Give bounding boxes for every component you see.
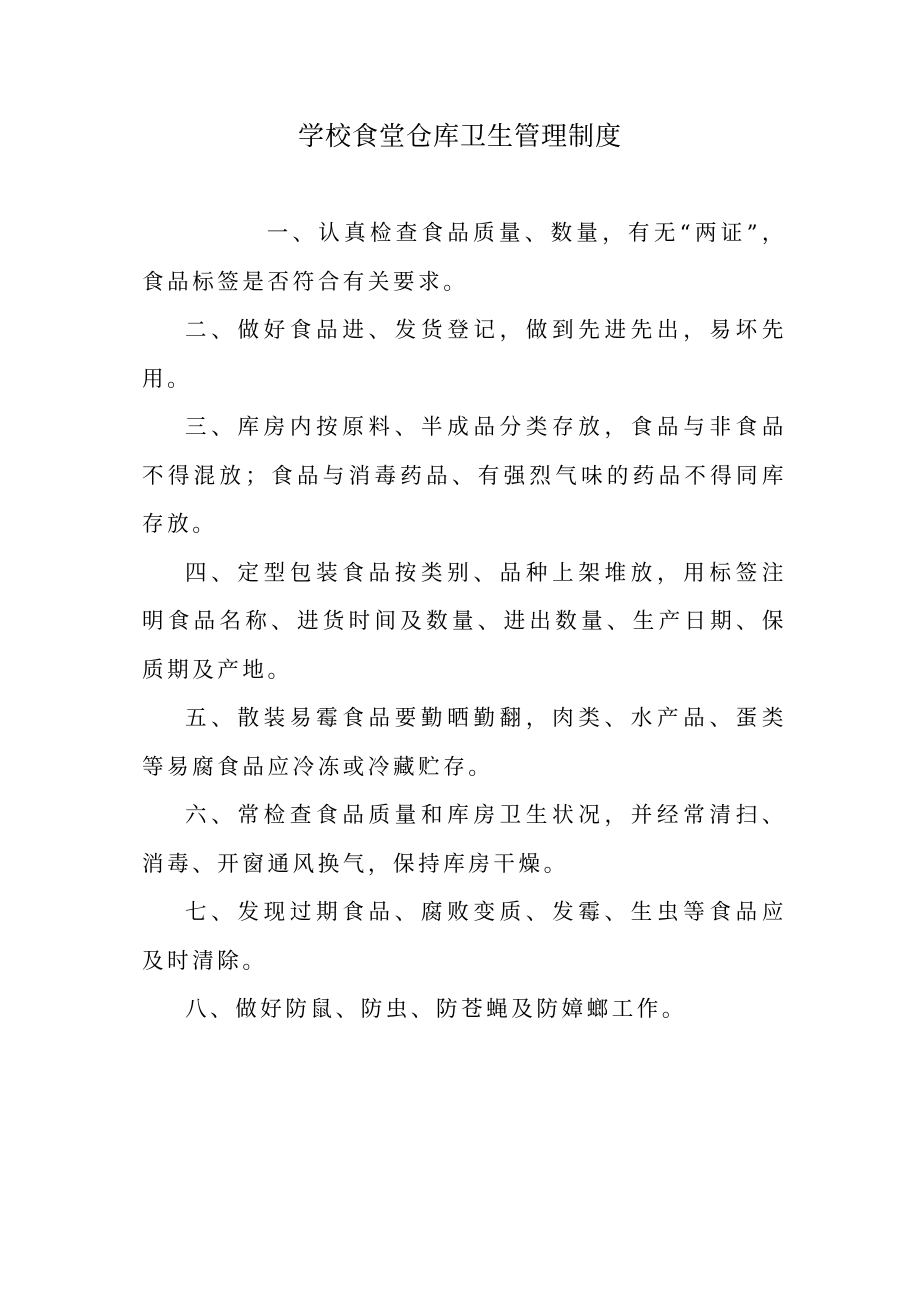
paragraph-7: 七、发现过期食品、腐败变质、发霉、生虫等食品应及时清除。: [142, 900, 787, 974]
paragraph-4: 四、定型包装食品按类别、品种上架堆放，用标签注明食品名称、进货时间及数量、进出数量、生产日期、保质期及产地。: [142, 560, 787, 683]
document-title: 学校食堂仓库卫生管理制度: [297, 122, 622, 152]
document-body: [142, 210, 787, 1035]
paragraph-1: 一、认真检查食品质量、数量，有无“两证”，食品标签是否符合有关要求。: [142, 221, 787, 295]
paragraph-3: 三、库房内按原料、半成品分类存放，食品与非食品不得混放；食品与消毒药品、有强烈气味的药品不得同库存放。: [142, 415, 787, 537]
paragraph-8: 八、做好防鼠、防虫、防苍蝇及防嫜螂工作。: [185, 997, 688, 1022]
paragraph-2: 二、做好食品进、发货登记，做到先进先出，易坏先用。: [142, 318, 787, 392]
paragraph-5: 五、散装易霉食品要勤晒勤翻，肉类、水产品、蛋类等易腐食品应冷冻或冷藏贮存。: [142, 706, 787, 780]
paragraph-6: 六、常检查食品质量和库房卫生状况，并经常清扫、消毒、开窗通风换气，保持库房干燥。: [142, 803, 787, 877]
